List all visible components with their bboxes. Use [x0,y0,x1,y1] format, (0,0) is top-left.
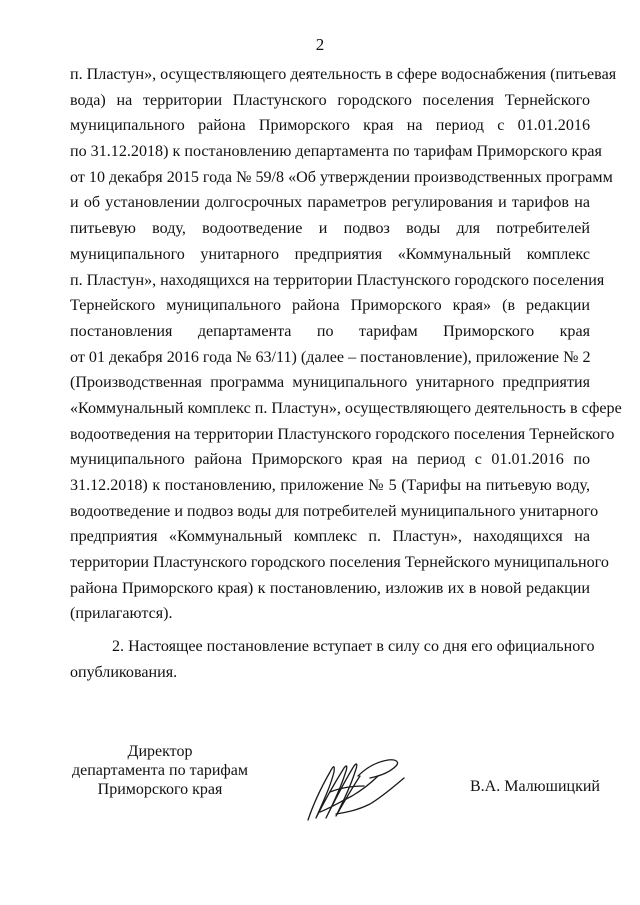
paragraph-1 [70,62,622,627]
text-line: питьевую воду, водоотведение и подвоз воды для потребителей [70,220,590,238]
paragraph-2 [70,634,595,685]
handwritten-signature [300,752,410,827]
text-line: Тернейского муниципального района Приморского края» (в редакции [70,297,590,315]
text-line: «Коммунальный комплекс п. Пластун», осуществляющего деятельность в сфере [70,399,622,417]
text-line: водоотведение и подвоз воды для потребителей муниципального унитарного [70,502,599,520]
text-line: от 01 декабря 2016 года № 63/11) (далее – постановление), приложение № 2 [70,348,591,366]
text-line: водоотведения на территории Пластунского городского поселения Тернейского [70,425,615,443]
text-line: 2. Настоящее постановление вступает в силу со дня его официального [112,638,595,656]
text-line: и об установлении долгосрочных параметров регулирования и тарифов на [70,194,590,212]
text-line: вода) на территории Пластунского городского поселения Тернейского [70,91,590,109]
text-line: по 31.12.2018) к постановлению департамента по тарифам Приморского края [70,143,602,161]
text-line: предприятия «Коммунальный комплекс п. Пластун», находящихся на [70,528,590,546]
signer-name: В.А. Малюшицкий [470,778,600,795]
text-line: постановления департамента по тарифам Приморского края [70,322,590,340]
signatory-title [60,742,260,799]
text-line: муниципального унитарного предприятия «Коммунальный комплекс [70,245,590,263]
page-number: 2 [315,35,325,54]
document-body [70,62,622,686]
text-line: (Производственная программа муниципального унитарного предприятия [70,374,590,392]
text-line: муниципального района Приморского края на период с 01.01.2016 [70,117,590,135]
signatory-title-line: Директор [127,743,193,760]
text-line: 31.12.2018) к постановлению, приложение № 5 (Тарифы на питьевую воду, [70,477,590,494]
text-line: п. Пластун», находящихся на территории Пластунского городского поселения [70,271,605,289]
text-line: п. Пластун», осуществляющего деятельность в сфере водоснабжения (питьевая [70,66,617,83]
text-line: территории Пластунского городского поселения Тернейского муниципального [70,554,609,572]
text-line: района Приморского края) к постановлению, изложив их в новой редакции [70,579,590,597]
text-line: (прилагаются). [70,605,173,623]
signatory-title-line: Приморского края [97,781,223,798]
text-line: от 10 декабря 2015 года № 59/8 «Об утверждении производственных программ [70,168,613,186]
text-line: опубликования. [70,663,178,681]
text-line: муниципального района Приморского края на период с 01.01.2016 по [70,451,590,469]
signatory-title-line: департамента по тарифам [71,762,249,779]
